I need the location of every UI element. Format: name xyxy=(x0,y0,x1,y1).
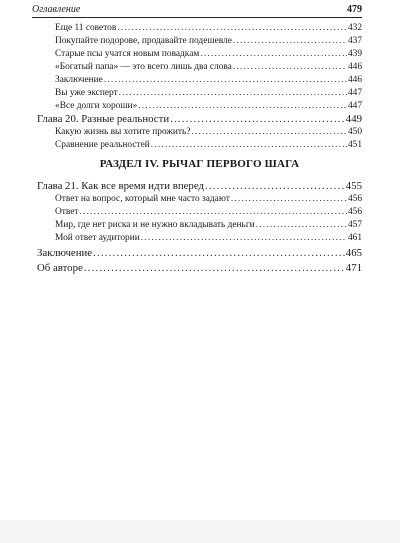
toc-entry-page: 446 xyxy=(347,62,362,72)
toc-entry xyxy=(55,22,362,35)
dot-leader xyxy=(117,22,347,35)
toc-entry xyxy=(55,61,362,74)
toc-entry-page: 437 xyxy=(347,36,362,46)
toc-entry-label: Старые псы учатся новым повадкам xyxy=(55,49,200,59)
toc-entry xyxy=(55,48,362,61)
toc-entry xyxy=(55,232,362,245)
dot-leader xyxy=(231,193,347,206)
toc-entry-label: Мир, где нет риска и не нужно вкладывать деньги xyxy=(55,220,255,230)
dot-leader xyxy=(233,35,347,48)
dot-leader xyxy=(170,112,345,127)
toc-chapter-page: 449 xyxy=(345,113,362,125)
toc-entry-page: 432 xyxy=(347,23,362,33)
dot-leader xyxy=(141,232,347,245)
dot-leader xyxy=(233,61,347,74)
toc-entry-page: 450 xyxy=(347,127,362,137)
toc-entry-label: Покупайте подорове, продавайте подешевле xyxy=(55,36,232,46)
running-header xyxy=(32,3,362,18)
toc-entry xyxy=(55,87,362,100)
page-number: 479 xyxy=(347,4,362,15)
dot-leader xyxy=(119,87,347,100)
toc-entry xyxy=(55,126,362,139)
running-header-title: Оглавление xyxy=(32,4,81,15)
dot-leader xyxy=(205,179,345,194)
toc-entry xyxy=(55,193,362,206)
toc-entry xyxy=(55,206,362,219)
toc-chapter xyxy=(37,246,362,261)
dot-leader xyxy=(80,206,347,219)
toc-entry xyxy=(55,219,362,232)
toc-entry-label: Какую жизнь вы хотите прожить? xyxy=(55,127,191,137)
toc-chapter-label: Об авторе xyxy=(37,262,83,274)
toc-chapter-label: Глава 20. Разные реальности xyxy=(37,113,170,125)
toc-entry-page: 461 xyxy=(347,233,362,243)
section-heading: РАЗДЕЛ IV. РЫЧАГ ПЕРВОГО ШАГА xyxy=(99,158,300,170)
toc-entry-page: 457 xyxy=(347,220,362,230)
toc-entry-page: 451 xyxy=(347,140,362,150)
toc-entry xyxy=(55,74,362,87)
toc-entry-label: Ответ xyxy=(55,207,79,217)
toc-chapter-label: Заключение xyxy=(37,247,93,259)
toc-entry-page: 447 xyxy=(347,101,362,111)
dot-leader xyxy=(151,139,347,152)
toc-chapter xyxy=(37,261,362,276)
toc-chapter-page: 471 xyxy=(345,262,362,274)
toc-entry-label: Мой ответ аудитории xyxy=(55,233,140,243)
toc-entry-page: 439 xyxy=(347,49,362,59)
toc-chapter xyxy=(37,112,362,127)
toc-entry-label: «Богатый папа» — это всего лишь два слова xyxy=(55,62,232,72)
toc-chapter-page: 465 xyxy=(345,247,362,259)
dot-leader xyxy=(191,126,346,139)
toc-entry-page: 447 xyxy=(347,88,362,98)
dot-leader xyxy=(84,261,345,276)
dot-leader xyxy=(104,74,347,87)
toc-chapter-label: Глава 21. Как все время идти вперед xyxy=(37,180,204,192)
toc-entry xyxy=(55,139,362,152)
toc-entry xyxy=(55,35,362,48)
toc-entry-label: Ответ на вопрос, который мне часто задают xyxy=(55,194,230,204)
toc-entry-label: Заключение xyxy=(55,75,103,85)
toc-entry-label: «Все долги хороши» xyxy=(55,101,138,111)
toc-entry-label: Вы уже эксперт xyxy=(55,88,118,98)
toc-chapter-page: 455 xyxy=(345,180,362,192)
dot-leader xyxy=(200,48,347,61)
toc-entry-page: 456 xyxy=(347,207,362,217)
dot-leader xyxy=(93,246,345,261)
dot-leader xyxy=(256,219,347,232)
toc-entry-page: 446 xyxy=(347,75,362,85)
page-bottom-edge xyxy=(0,520,400,543)
toc-entry-page: 456 xyxy=(347,194,362,204)
toc-chapter xyxy=(37,179,362,194)
toc-entry-label: Сравнение реальностей xyxy=(55,140,150,150)
toc-entry-label: Еще 11 советов xyxy=(55,23,117,33)
